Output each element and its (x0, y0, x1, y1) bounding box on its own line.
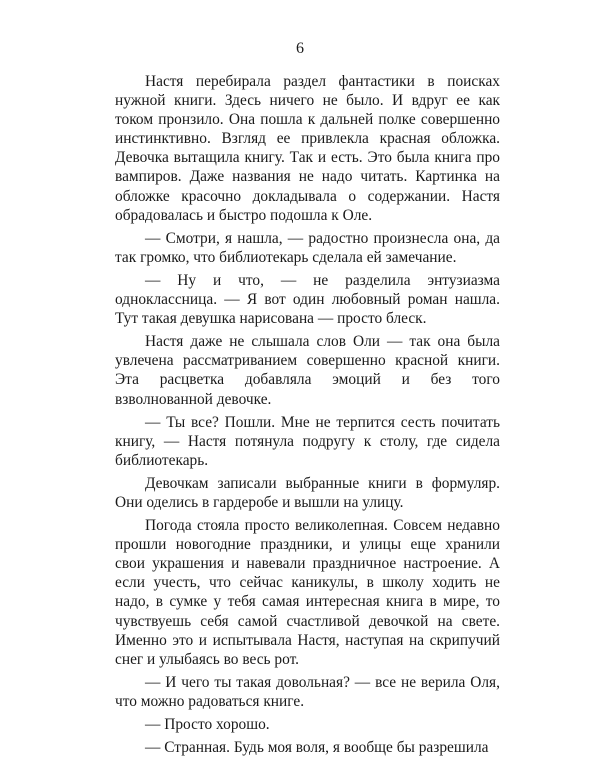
paragraph: — Просто хорошо. (145, 716, 270, 733)
paragraph: Погода стояла просто великолепная. Совсем недавно прошли новогодние праздники, и улицы еще хранили свои украшения и навевали праздничное настроение. А если учесть, что сейчас каникулы, в школу ходить не надо, в сумке у тебя самая интересная книга в мире, то чувствуешь себя самой счастливой девочкой на свете. Именно это и испытывала Настя, наступая на скрипучий снег и улыбаясь во весь рот. (115, 517, 500, 668)
paragraph: — Ну и что, — не разделила энтузиазма одноклассница. — Я вот один любовный роман нашла. Тут такая девушка нарисована — просто блеск. (115, 271, 500, 328)
paragraph: — И чего ты такая довольная? — все не верила Оля, что можно радоваться книге. (115, 673, 500, 710)
paragraph: — Ты все? Пошли. Мне не терпится сесть почитать книгу, — Настя потянула подругу к столу, где сидела библиотекарь. (115, 413, 500, 469)
page-number: 6 (296, 40, 304, 57)
paragraph: Настя перебирала раздел фантастики в поисках нужной книги. Здесь ничего не было. И вдруг ее как током пронзило. Она пошла к дальней полке совершенно инстинктивно. Взгляд ее привлекла красная обложка. Девочка вытащила книгу. Так и есть. Это была книга про вампиров. Даже названия не надо читать. Картинка на обложке красочно докладывала о содержании. Настя обрадовалась и быстро подошла к Оле. (115, 73, 500, 224)
paragraph: — Смотри, я нашла, — радостно произнесла она, да так громко, что библиотекарь сделала ей замечание. (115, 229, 500, 266)
paragraph: Настя даже не слышала слов Оли — так она была увлечена рассматриванием совершенно красной книги. Эта расцветка добавляла эмоций и без того взволнованной девочке. (115, 333, 500, 408)
paragraph: — Странная. Будь моя воля, я вообще бы разрешила (145, 739, 489, 757)
page-text (115, 72, 500, 761)
paragraph: Девочкам записали выбранные книги в формуляр. Они оделись в гардеробе и вышли на улицу. (115, 474, 500, 511)
